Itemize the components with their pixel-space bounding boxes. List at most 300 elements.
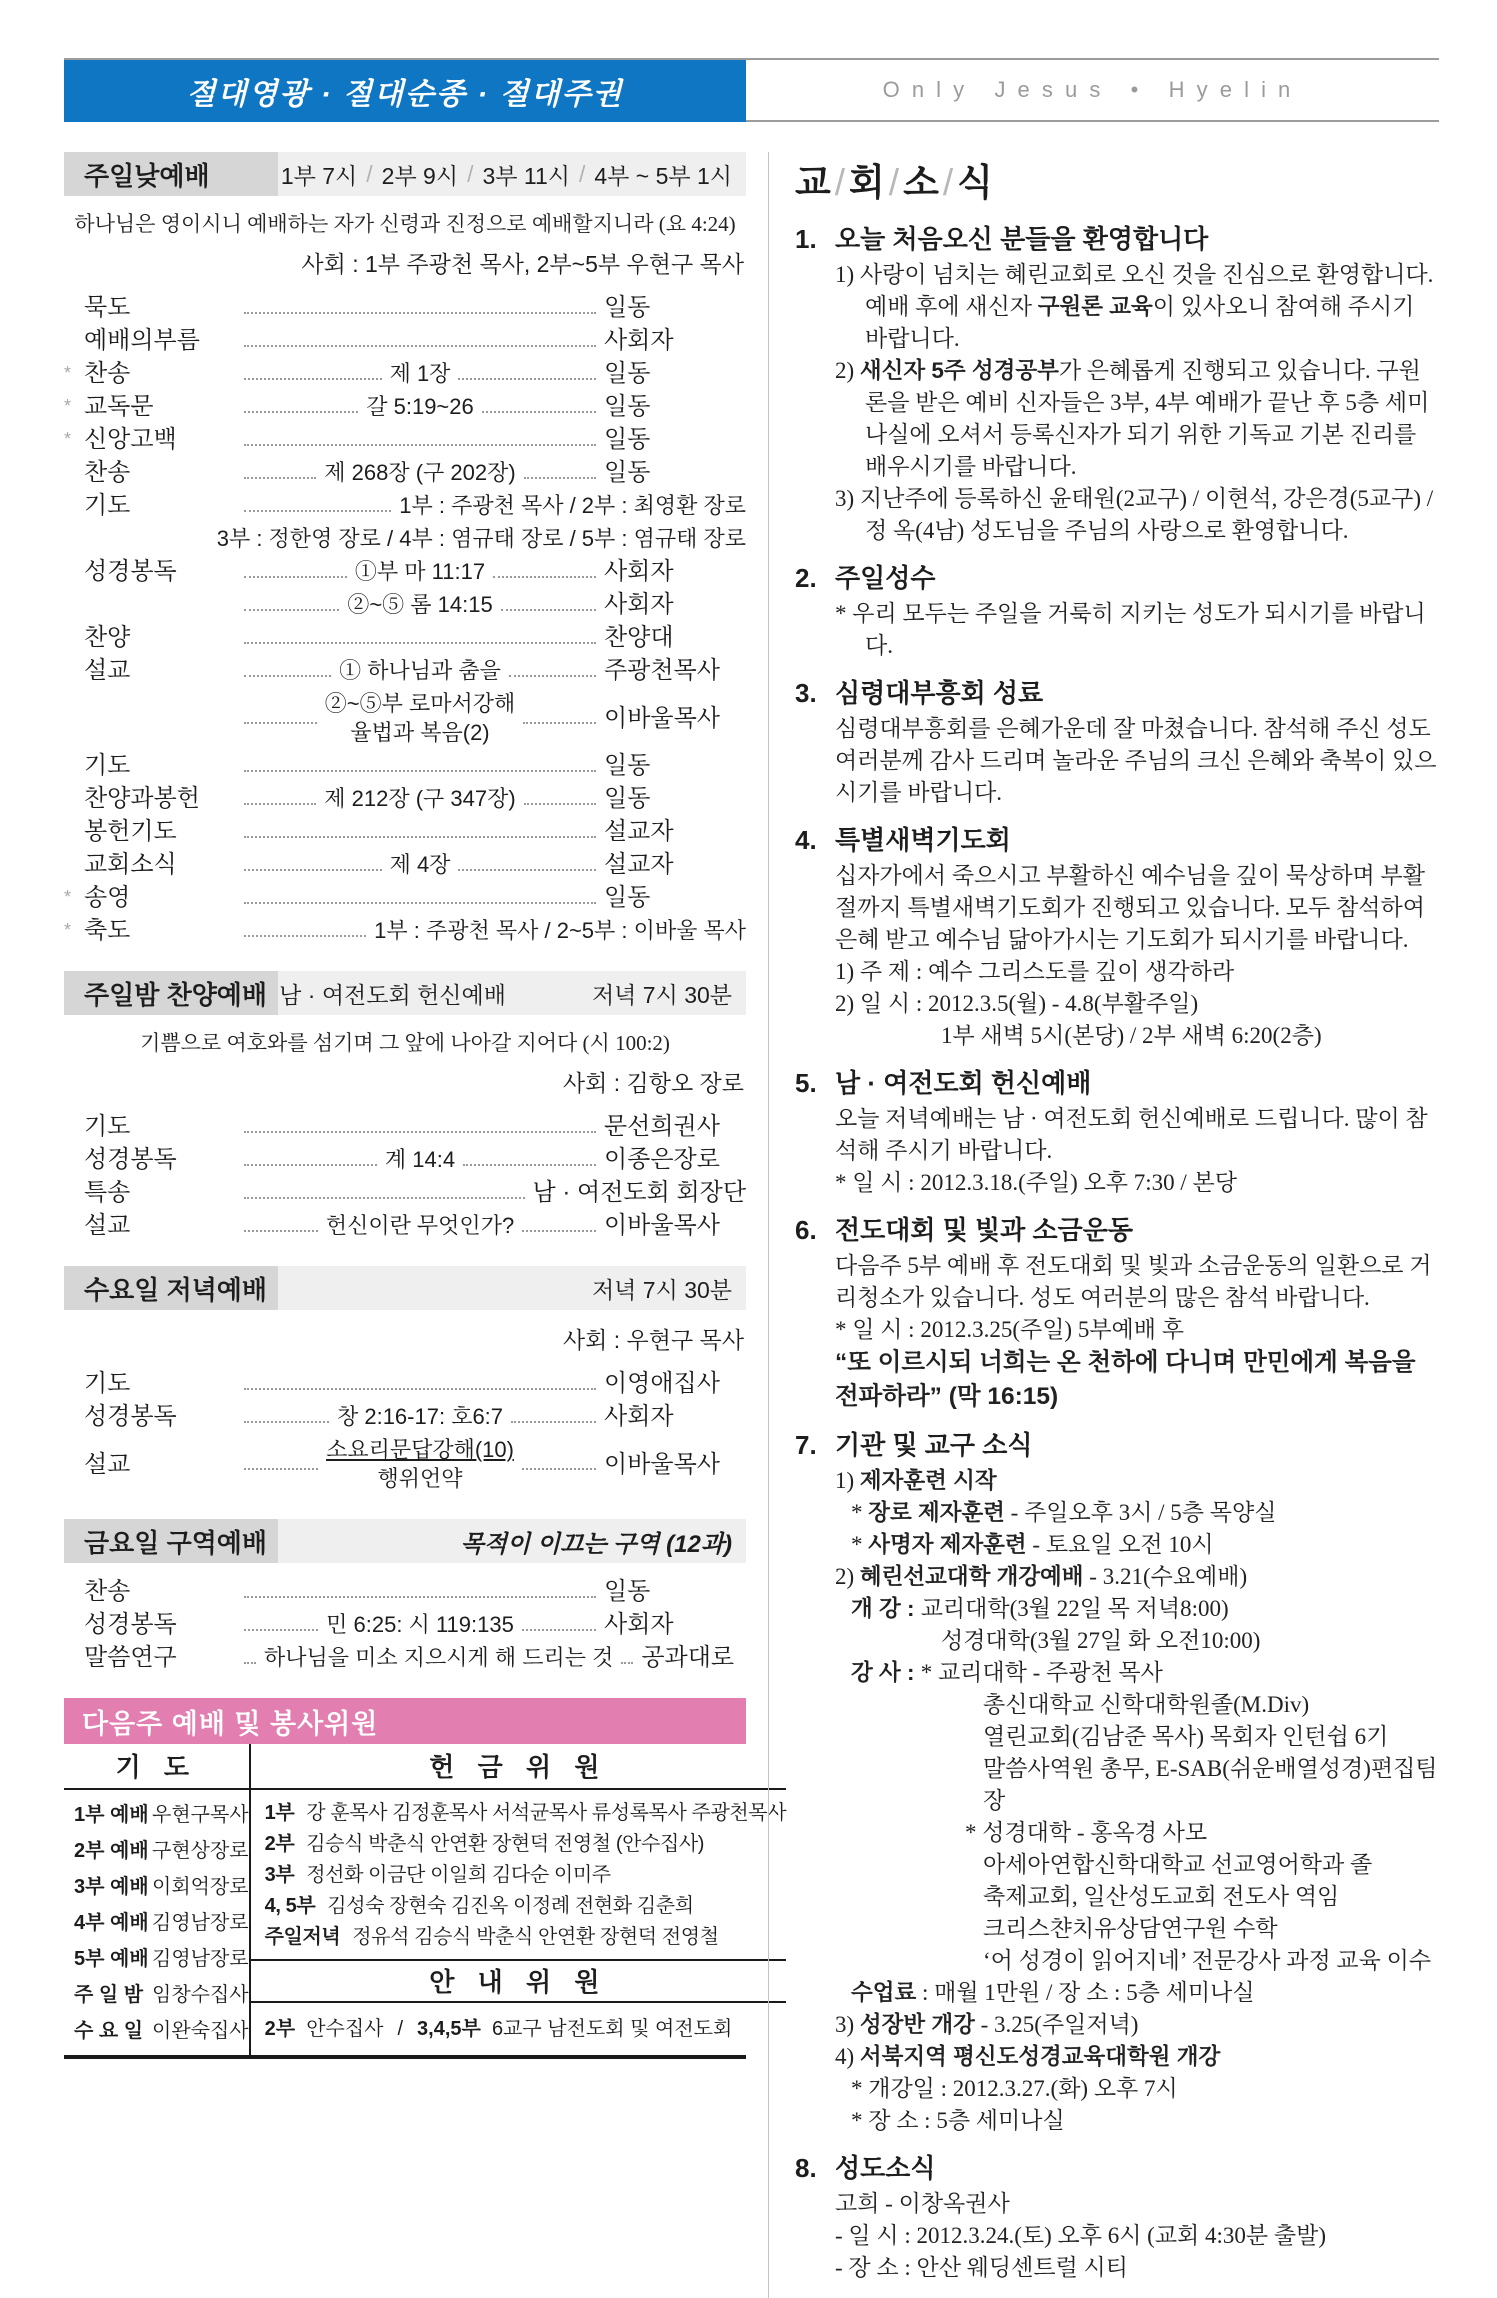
dotted-leader <box>244 466 316 478</box>
liturgy-label: 기도 <box>84 1370 131 1397</box>
news-item-body <box>835 598 1439 662</box>
service-time: 3부 11시 <box>482 162 570 189</box>
item-title: 주일성수 <box>835 563 936 593</box>
table-row <box>265 1829 787 1860</box>
liturgy-row <box>64 1176 746 1209</box>
dotted-leader <box>463 1153 596 1165</box>
news-title-char: 소 <box>903 162 940 203</box>
dotted-leader <box>244 367 382 379</box>
liturgy-row <box>64 555 746 588</box>
liturgy-label: 성경봉독 <box>84 1611 177 1638</box>
liturgy-label: 찬송 <box>84 459 131 486</box>
news-line <box>983 1753 1439 1817</box>
liturgy-person: 이바울목사 <box>604 704 720 732</box>
news-item <box>795 1213 1439 1414</box>
liturgy-person: 주광천목사 <box>604 657 720 684</box>
dotted-leader <box>458 367 596 379</box>
liturgy-label: 예배의부름 <box>84 327 200 354</box>
dedication-label: 남 · 여전도회 헌신예배 <box>279 981 506 1008</box>
table-row <box>265 1860 787 1891</box>
liturgy-person: 사회자 <box>604 1611 674 1638</box>
service-time: 1부 7시 <box>280 162 358 189</box>
news-item <box>795 222 1439 547</box>
dotted-leader <box>244 924 366 936</box>
brand-area <box>746 60 1439 122</box>
news-item <box>795 2151 1439 2284</box>
news-line <box>835 1561 1439 1593</box>
line-bold: 장로 제자훈련 <box>868 1500 1005 1525</box>
person-names: 김승식 박춘식 안연환 장현덕 전영철 (안수집사) <box>306 1833 705 1855</box>
liturgy-label: 찬송 <box>84 360 131 387</box>
table-row <box>74 1944 249 1975</box>
news-line <box>835 259 1439 355</box>
service-label: 5부 예배 <box>74 1948 149 1970</box>
news-line <box>851 2073 1439 2105</box>
person-name: 우현구목사 <box>152 1804 249 1826</box>
dotted-leader <box>511 1410 596 1422</box>
star-marker: * <box>64 363 72 383</box>
section-header <box>64 1266 746 1310</box>
dotted-leader <box>244 1120 596 1132</box>
line-text: : 매월 1만원 / 장 소 : 5층 세미나실 <box>916 1980 1255 2005</box>
item-title: 성도소식 <box>835 2153 936 2183</box>
news-line <box>835 956 1439 988</box>
liturgy-detail: 제 268장 (구 202장) <box>324 460 516 485</box>
service-time: 저녁 7시 30분 <box>591 1276 732 1303</box>
item-title: 특별새벽기도회 <box>835 825 1011 855</box>
person-names: 정유석 김승식 박춘식 안연환 장현덕 전영철 <box>352 1926 719 1948</box>
liturgy-label: 설교 <box>84 1212 131 1239</box>
dotted-leader <box>244 1410 329 1422</box>
liturgy-person: 이영애집사 <box>604 1370 720 1397</box>
service-label: 수 요 일 <box>74 2020 144 2042</box>
news-line <box>835 2252 1439 2284</box>
section-sunday-evening-service <box>64 971 746 1242</box>
line-text: 축제교회, 일산성도교회 전도사 역임 <box>983 1884 1340 1909</box>
section-header <box>64 971 746 1015</box>
liturgy-row <box>64 423 746 456</box>
news-line <box>835 1465 1439 1497</box>
news-item-body <box>835 713 1439 809</box>
dotted-leader <box>244 334 596 346</box>
news-line <box>835 713 1439 809</box>
dotted-leader <box>244 1458 318 1470</box>
line-text: - 일 시 : 2012.3.24.(토) 오후 6시 (교회 4:30분 출발) <box>835 2223 1326 2248</box>
moderator-line: 사회 : 우현구 목사 <box>562 1327 744 1353</box>
table-row <box>265 1798 787 1829</box>
dotted-leader <box>244 759 596 771</box>
liturgy-person: 일동 <box>604 884 651 911</box>
news-line <box>835 1103 1439 1167</box>
line-text: 4) <box>835 2044 860 2069</box>
liturgy-person: 사회자 <box>604 591 674 618</box>
line-text: ‘어 성경이 읽어지네’ 전문강사 과정 교육 이수 <box>983 1948 1432 1973</box>
news-line <box>983 1721 1439 1753</box>
masthead <box>64 58 1439 122</box>
liturgy-detail: 헌신이란 무엇인가? <box>325 1213 515 1238</box>
news-item-header <box>795 222 1439 256</box>
line-text: 성경대학(3월 27일 화 오전10:00) <box>941 1628 1261 1653</box>
liturgy-row <box>64 324 746 357</box>
news-item-body <box>835 1465 1439 2137</box>
liturgy-row <box>64 914 746 947</box>
liturgy-label: 송영 <box>84 884 131 911</box>
news-line <box>835 598 1439 662</box>
news-item-body <box>835 1103 1439 1199</box>
liturgy-label: 교독문 <box>84 393 154 420</box>
liturgy-person: 일동 <box>604 294 651 321</box>
dotted-leader <box>244 1585 596 1597</box>
person-name: 구현상장로 <box>152 1840 249 1862</box>
news-line <box>835 2009 1439 2041</box>
line-text: 1) <box>835 1468 860 1493</box>
news-line <box>835 2041 1439 2073</box>
liturgy-row <box>64 687 746 749</box>
service-label: 3부 <box>264 1864 295 1886</box>
scripture-verse: 기쁨으로 여호와를 섬기며 그 앞에 나아갈 지어다 (시 100:2) <box>140 1031 670 1055</box>
dotted-leader <box>244 400 358 412</box>
liturgy-row <box>64 654 746 687</box>
news-item <box>795 823 1439 1052</box>
offering-rows <box>251 1790 787 1959</box>
news-line <box>851 1977 1439 2009</box>
dotted-leader <box>244 598 339 610</box>
liturgy-row <box>64 1433 746 1495</box>
liturgy-row <box>64 1400 746 1433</box>
liturgy-detail: ① 하나님과 춤을 <box>339 658 501 683</box>
liturgy-detail: 제 1장 <box>389 361 451 386</box>
news-line <box>851 1657 1439 1689</box>
dotted-leader <box>244 792 316 804</box>
offering-column <box>251 1744 787 2055</box>
dotted-leader <box>493 565 596 577</box>
dotted-leader <box>244 1651 256 1663</box>
liturgy-detail: ②~⑤ 롬 14:15 <box>347 592 493 617</box>
news-item <box>795 561 1439 662</box>
line-text: * <box>851 1532 869 1557</box>
news-item-body <box>835 2188 1439 2284</box>
liturgy-label: 특송 <box>84 1179 131 1206</box>
dotted-leader <box>458 858 596 870</box>
service-time: 저녁 7시 30분 <box>591 981 732 1008</box>
person-names: 김성숙 장현숙 김진옥 이정례 전현화 김춘희 <box>327 1895 694 1917</box>
line-text: * 교리대학 - 주광천 목사 <box>920 1660 1163 1685</box>
table-row <box>265 1891 787 1922</box>
usher-group: 안수집사 <box>306 2018 384 2040</box>
line-bold: 제자훈련 시작 <box>859 1468 997 1493</box>
person-names: 강 훈목사 김정훈목사 서석균목사 류성록목사 주광천목사 <box>306 1802 787 1824</box>
dotted-leader <box>244 631 596 643</box>
news-line <box>851 2105 1439 2137</box>
dotted-leader <box>244 499 391 511</box>
liturgy-label: 교회소식 <box>84 851 177 878</box>
section-title: 주일낮예배 <box>64 152 278 196</box>
liturgy-person: 사회자 <box>604 327 674 354</box>
liturgy-person: 공과대로 <box>641 1644 735 1671</box>
liturgy-person: 1부 : 주광천 목사 / 2부 : 최영환 장로 <box>399 493 746 518</box>
liturgy-person: 사회자 <box>604 1403 674 1430</box>
dotted-leader <box>244 301 596 313</box>
news-line <box>941 1625 1439 1657</box>
liturgy-row <box>64 749 746 782</box>
liturgy-row <box>64 1209 746 1242</box>
news-item <box>795 676 1439 809</box>
line-text: * 일 시 : 2012.3.25(주일) 5부예배 후 <box>835 1317 1184 1342</box>
moderator-line: 사회 : 1부 주광천 목사, 2부~5부 우현구 목사 <box>301 251 744 277</box>
item-number: 3. <box>795 678 817 708</box>
news-line <box>851 1497 1439 1529</box>
line-text: 1부 새벽 5시(본당) / 2부 새벽 6:20(2층) <box>941 1023 1322 1048</box>
item-title: 전도대회 및 빛과 소금운동 <box>835 1215 1133 1245</box>
news-title-char: 교 <box>795 162 832 203</box>
item-title: 심령대부흥회 성료 <box>835 678 1044 708</box>
service-label: 2부 예배 <box>74 1840 149 1862</box>
liturgy-label: 묵도 <box>84 294 131 321</box>
dotted-leader <box>501 598 596 610</box>
liturgy-row <box>64 1143 746 1176</box>
line-text: 십자가에서 죽으시고 부활하신 예수님을 깊이 묵상하며 부활절까지 특별새벽기도회가 진행되고 있습니다. 모두 참석하여 은혜 받고 예수님 닮아가시는 기도회가 되시기를 바랍니다. <box>835 863 1425 952</box>
line-text: 3) 지난주에 등록하신 윤태원(2교구) / 이현석, 강은경(5교구) / 정 옥(4남) 성도님을 주님의 사랑으로 환영합니다. <box>835 486 1434 543</box>
left-column <box>64 152 787 2298</box>
section-header-info <box>278 1266 746 1310</box>
dotted-leader <box>244 1377 596 1389</box>
line-text: 다음주 5부 예배 후 전도대회 및 빛과 소금운동의 일환으로 거리청소가 있습니다. 성도 여러분의 많은 참석 바랍니다. <box>835 1253 1432 1310</box>
dotted-leader <box>522 1458 596 1470</box>
news-line <box>851 1593 1439 1625</box>
liturgy-row <box>64 456 746 489</box>
liturgy-row-continued: 3부 : 정한영 장로 / 4부 : 염규태 장로 / 5부 : 염규태 장로 <box>216 526 746 551</box>
dotted-leader <box>244 858 382 870</box>
news-item-header <box>795 561 1439 595</box>
liturgy-label: 말씀연구 <box>84 1644 177 1671</box>
service-label: 2부 <box>264 1833 295 1855</box>
moderator-line: 사회 : 김항오 장로 <box>562 1070 744 1096</box>
line-text: - 3.25(주일저녁) <box>974 2012 1139 2037</box>
liturgy-person: 사회자 <box>604 558 674 585</box>
service-label: 4부 예배 <box>74 1912 149 1934</box>
column-header-offering: 헌 금 위 원 <box>251 1744 787 1790</box>
line-text: - 주일오후 3시 / 5층 목양실 <box>1004 1500 1277 1525</box>
line-text: 아세아연합신학대학교 선교영어학과 졸 <box>983 1852 1373 1877</box>
service-label: 3부 예배 <box>74 1876 149 1898</box>
line-text: 말씀사역원 총무, E-SAB(쉬운배열성경)편집팀장 <box>983 1756 1438 1813</box>
line-bold: 성장반 개강 <box>859 2012 975 2037</box>
line-bold: 강 사 : <box>851 1660 921 1685</box>
liturgy-person: 일동 <box>604 1578 651 1605</box>
liturgy-row <box>64 489 746 522</box>
line-text: 2) 일 시 : 2012.3.5(월) - 4.8(부활주일) <box>835 991 1199 1016</box>
liturgy-label: 설교 <box>84 657 131 684</box>
section-header-info <box>278 1519 746 1563</box>
sermon-subtitle: 행위언약 <box>377 1466 463 1491</box>
news-item <box>795 1066 1439 1199</box>
line-text: 3) <box>835 2012 860 2037</box>
line-text: * 성경대학 - 홍옥경 사모 <box>965 1820 1208 1845</box>
dotted-leader <box>244 664 331 676</box>
news-line <box>941 1020 1439 1052</box>
sermon-series: ②~⑤부 로마서강해 <box>324 691 516 716</box>
liturgy-person: 1부 : 주광천 목사 / 2~5부 : 이바울 목사 <box>374 918 746 943</box>
line-text: 고희 - 이창옥권사 <box>835 2191 1010 2216</box>
news-line <box>835 1314 1439 1346</box>
liturgy-detail: 제 212장 (구 347장) <box>324 786 516 811</box>
news-item-header <box>795 823 1439 857</box>
liturgy-detail: ①부 마 11:17 <box>354 559 486 584</box>
news-line <box>983 1881 1439 1913</box>
news-title-char: 식 <box>957 162 994 203</box>
liturgy-detail: 제 4장 <box>389 852 451 877</box>
star-marker: * <box>64 429 72 449</box>
slash-separator: / <box>578 160 586 187</box>
liturgy-label: 찬양 <box>84 624 131 651</box>
slash-separator: / <box>834 162 847 203</box>
line-bold: 수업료 <box>851 1980 917 2005</box>
item-title: 남 · 여전도회 헌신예배 <box>835 1068 1092 1098</box>
liturgy-label: 신앙고백 <box>84 426 177 453</box>
curriculum-label: 목적이 이끄는 구역 (12과) <box>460 1530 732 1558</box>
line-text: 심령대부흥회를 은혜가운데 잘 마쳤습니다. 참석해 주신 성도 여러분께 감사 드리며 놀라운 주님의 크신 은혜와 축복이 있으시기를 바랍니다. <box>835 716 1437 805</box>
liturgy-person: 일동 <box>604 360 651 387</box>
line-text: * 우리 모두는 주일을 거룩히 지키는 성도가 되시기를 바랍니다. <box>835 601 1426 658</box>
line-text: 1) 주 제 : 예수 그리스도를 깊이 생각하라 <box>835 959 1235 984</box>
service-label: 4, 5부 <box>264 1895 316 1917</box>
liturgy-detail: 계 14:4 <box>384 1147 456 1172</box>
line-text: - 토요일 오전 10시 <box>1026 1532 1214 1557</box>
star-marker: * <box>64 920 72 940</box>
news-line <box>835 1167 1439 1199</box>
committee-title-bar: 다음주 예배 및 봉사위원 <box>64 1698 746 1744</box>
table-row <box>74 1800 249 1831</box>
section-title: 수요일 저녁예배 <box>64 1266 278 1310</box>
liturgy-row <box>64 291 746 324</box>
item-number: 5. <box>795 1068 817 1098</box>
liturgy-row <box>64 621 746 654</box>
news-title <box>795 152 1439 206</box>
liturgy-person: 일동 <box>604 459 651 486</box>
news-line <box>965 1817 1439 1849</box>
line-text: 총신대학교 신학대학원졸(M.Div) <box>983 1692 1310 1717</box>
prayer-rows <box>64 1790 249 2055</box>
news-column <box>768 152 1439 2298</box>
liturgy-person: 일동 <box>604 785 651 812</box>
item-number: 2. <box>795 563 817 593</box>
line-bold: 혜린선교대학 개강예배 <box>859 1564 1084 1589</box>
liturgy-label: 기도 <box>84 752 131 779</box>
liturgy-person: 설교자 <box>604 851 674 878</box>
section-next-week-committee <box>64 1698 787 2059</box>
dotted-leader <box>244 891 596 903</box>
dotted-leader <box>621 1651 633 1663</box>
liturgy-label: 찬송 <box>84 1578 131 1605</box>
slash-separator: / <box>397 2018 404 2040</box>
dotted-leader <box>244 1153 377 1165</box>
liturgy-row <box>64 1575 746 1608</box>
section-wednesday-service <box>64 1266 746 1495</box>
liturgy-row <box>64 357 746 390</box>
section-header <box>64 152 746 196</box>
section-header <box>64 1519 746 1563</box>
liturgy-person: 설교자 <box>604 818 674 845</box>
dotted-leader <box>522 1219 596 1231</box>
line-bold: 구원론 교육 <box>1037 294 1153 319</box>
slogan-banner <box>64 60 746 122</box>
sermon-series: 소요리문답강해(10) <box>326 1437 514 1462</box>
liturgy-label: 기도 <box>84 1113 131 1140</box>
section-sunday-day-service <box>64 152 746 947</box>
item-number: 1. <box>795 224 817 254</box>
dotted-leader <box>244 565 347 577</box>
liturgy-person: 일동 <box>604 393 651 420</box>
liturgy-label: 성경봉독 <box>84 1403 177 1430</box>
liturgy-row <box>64 1608 746 1641</box>
liturgy-label: 봉헌기도 <box>84 818 177 845</box>
liturgy-label: 기도 <box>84 492 131 519</box>
liturgy-label: 찬양과봉헌 <box>84 785 200 812</box>
slash-separator: / <box>366 160 373 187</box>
liturgy-person: 일동 <box>604 752 651 779</box>
dotted-leader <box>244 825 596 837</box>
dotted-leader <box>509 664 596 676</box>
table-row <box>265 1922 787 1953</box>
person-name: 이회억장로 <box>152 1876 249 1898</box>
liturgy-label: 축도 <box>84 917 131 944</box>
star-marker: * <box>64 396 72 416</box>
line-text: - 장 소 : 안산 웨딩센트럴 시티 <box>835 2255 1128 2280</box>
service-label: 1부 <box>264 1802 295 1824</box>
liturgy-detail: 창 2:16-17: 호6:7 <box>336 1404 504 1429</box>
section-title: 금요일 구역예배 <box>64 1519 278 1563</box>
item-number: 4. <box>795 825 817 855</box>
liturgy-detail: 갈 5:19~26 <box>366 394 474 419</box>
column-header-prayer: 기 도 <box>64 1744 249 1790</box>
service-label: 2부 <box>264 2018 296 2040</box>
dotted-leader <box>524 792 596 804</box>
table-row <box>74 1980 249 2011</box>
news-item-header <box>795 1213 1439 1247</box>
liturgy-person: 이바울목사 <box>604 1212 720 1239</box>
news-line <box>835 483 1439 547</box>
content-columns <box>64 152 1439 2298</box>
section-title: 주일밤 찬양예배 <box>64 971 278 1015</box>
news-item-body <box>835 259 1439 547</box>
line-text: 오늘 저녁예배는 남 · 여전도회 헌신예배로 드립니다. 많이 참석해 주시기 바랍니다. <box>835 1106 1428 1163</box>
line-text: 열린교회(김남준 목사) 목회자 인턴쉽 6기 <box>983 1724 1389 1749</box>
line-text: - 3.21(수요예배) <box>1083 1564 1248 1589</box>
service-time: 4부 ~ 5부 1시 <box>594 162 732 189</box>
item-title: 기관 및 교구 소식 <box>835 1430 1033 1460</box>
liturgy-detail: 하나님을 미소 지으시게 해 드리는 것 <box>264 1645 614 1670</box>
line-bold: 사명자 제자훈련 <box>868 1532 1027 1557</box>
liturgy-row <box>64 1367 746 1400</box>
dotted-leader <box>244 1618 318 1630</box>
line-bold: 개 강 : <box>851 1596 921 1621</box>
news-line <box>835 1250 1439 1314</box>
item-title: 오늘 처음오신 분들을 환영합니다 <box>835 224 1209 254</box>
dotted-leader <box>482 400 596 412</box>
line-bold: 새신자 5주 성경공부 <box>859 358 1059 383</box>
section-header-info <box>278 971 746 1015</box>
news-item-body <box>835 1250 1439 1414</box>
liturgy-row <box>64 390 746 423</box>
news-item-header <box>795 676 1439 710</box>
dotted-leader <box>244 1219 318 1231</box>
person-name: 임창수집사 <box>152 1984 249 2006</box>
person-name: 김영남장로 <box>152 1948 249 1970</box>
liturgy-person: 남 · 여전도회 회장단 <box>532 1179 746 1206</box>
news-line <box>851 1529 1439 1561</box>
prayer-column <box>64 1744 251 2055</box>
line-text: 교리대학(3월 22일 목 저녁8:00) <box>920 1596 1229 1621</box>
